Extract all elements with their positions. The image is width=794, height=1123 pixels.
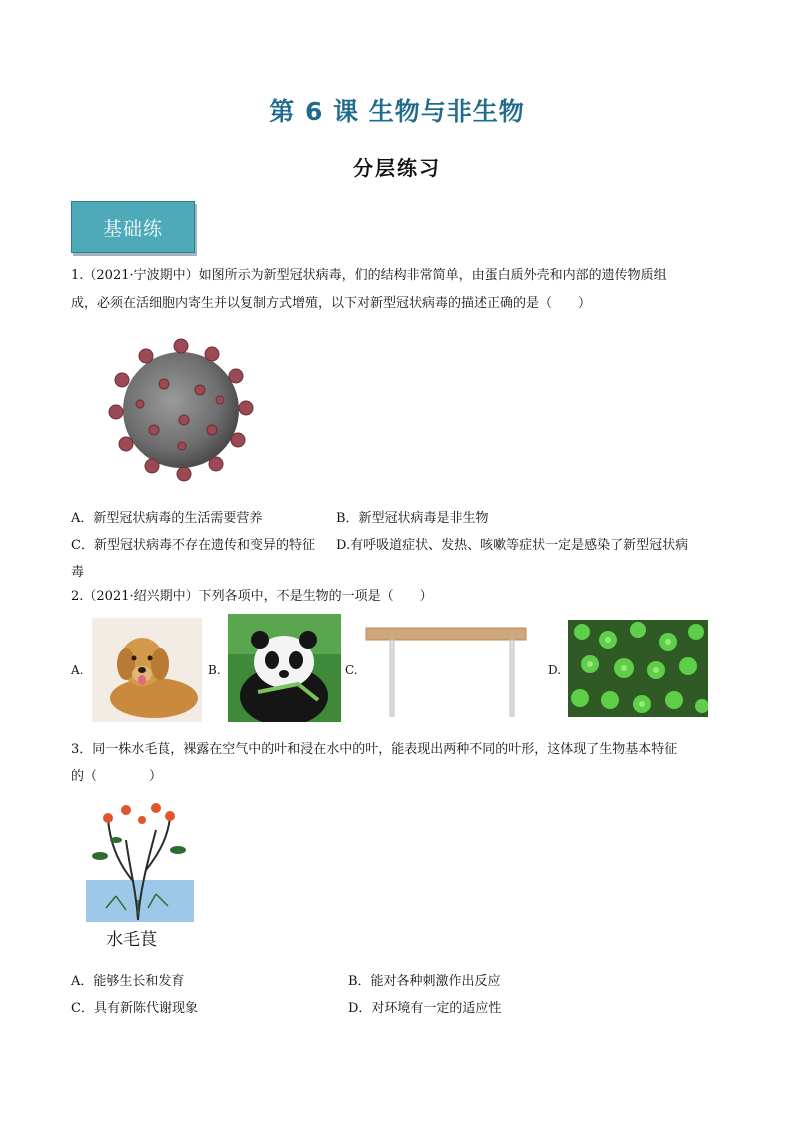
page-subtitle: 分层练习 [353,156,441,180]
q3-option-b: B．能对各种刺激作出反应 [348,974,501,989]
table-image [364,624,528,718]
q1-option-d: D.有呼吸道症状、发热、咳嗽等症状一定是感染了新型冠状病 [336,538,689,553]
section-badge [71,201,195,253]
plant-caption: 水毛茛 [106,930,157,950]
page-title: 第 6 课 生物与非生物 [269,97,525,126]
q3-option-c: C．具有新陈代谢现象 [71,1001,198,1016]
q1-option-d-cont: 毒 [71,565,85,580]
q2-label-b: B. [208,663,221,677]
q3-option-d: D．对环境有一定的适应性 [348,1001,502,1016]
virus-image [104,334,258,484]
q2-label-d: D. [548,663,562,677]
q3-option-a: A．能够生长和发育 [71,974,185,989]
panda-image [228,614,341,722]
q2-label-c: C. [345,663,358,677]
water-buttercup-image [86,800,194,922]
q1-stem-line1: 1.（2021·宁波期中）如图所示为新型冠状病毒，们的结构非常简单，由蛋白质外壳和内部的遗传物质组 [71,268,667,283]
q1-option-c: C．新型冠状病毒不存在遗传和变异的特征 [71,538,315,553]
q2-stem: 2.（2021·绍兴期中）下列各项中，不是生物的一项是（ ） [71,589,433,604]
q2-label-a: A. [71,663,84,677]
q3-stem-line2: 的（ ） [71,769,163,784]
dog-image [92,618,202,722]
q1-stem-line2: 成，必须在活细胞内寄生并以复制方式增殖，以下对新型冠状病毒的描述正确的是（ ） [71,296,592,311]
q1-option-a: A．新型冠状病毒的生活需要营养 [71,511,263,526]
section-label: 基础练 [102,217,163,240]
q1-option-b: B．新型冠状病毒是非生物 [336,511,489,526]
moss-image [568,620,708,717]
q3-stem-line1: 3．同一株水毛茛，裸露在空气中的叶和浸在水中的叶，能表现出两种不同的叶形，这体现了生物基本特征 [71,742,678,757]
